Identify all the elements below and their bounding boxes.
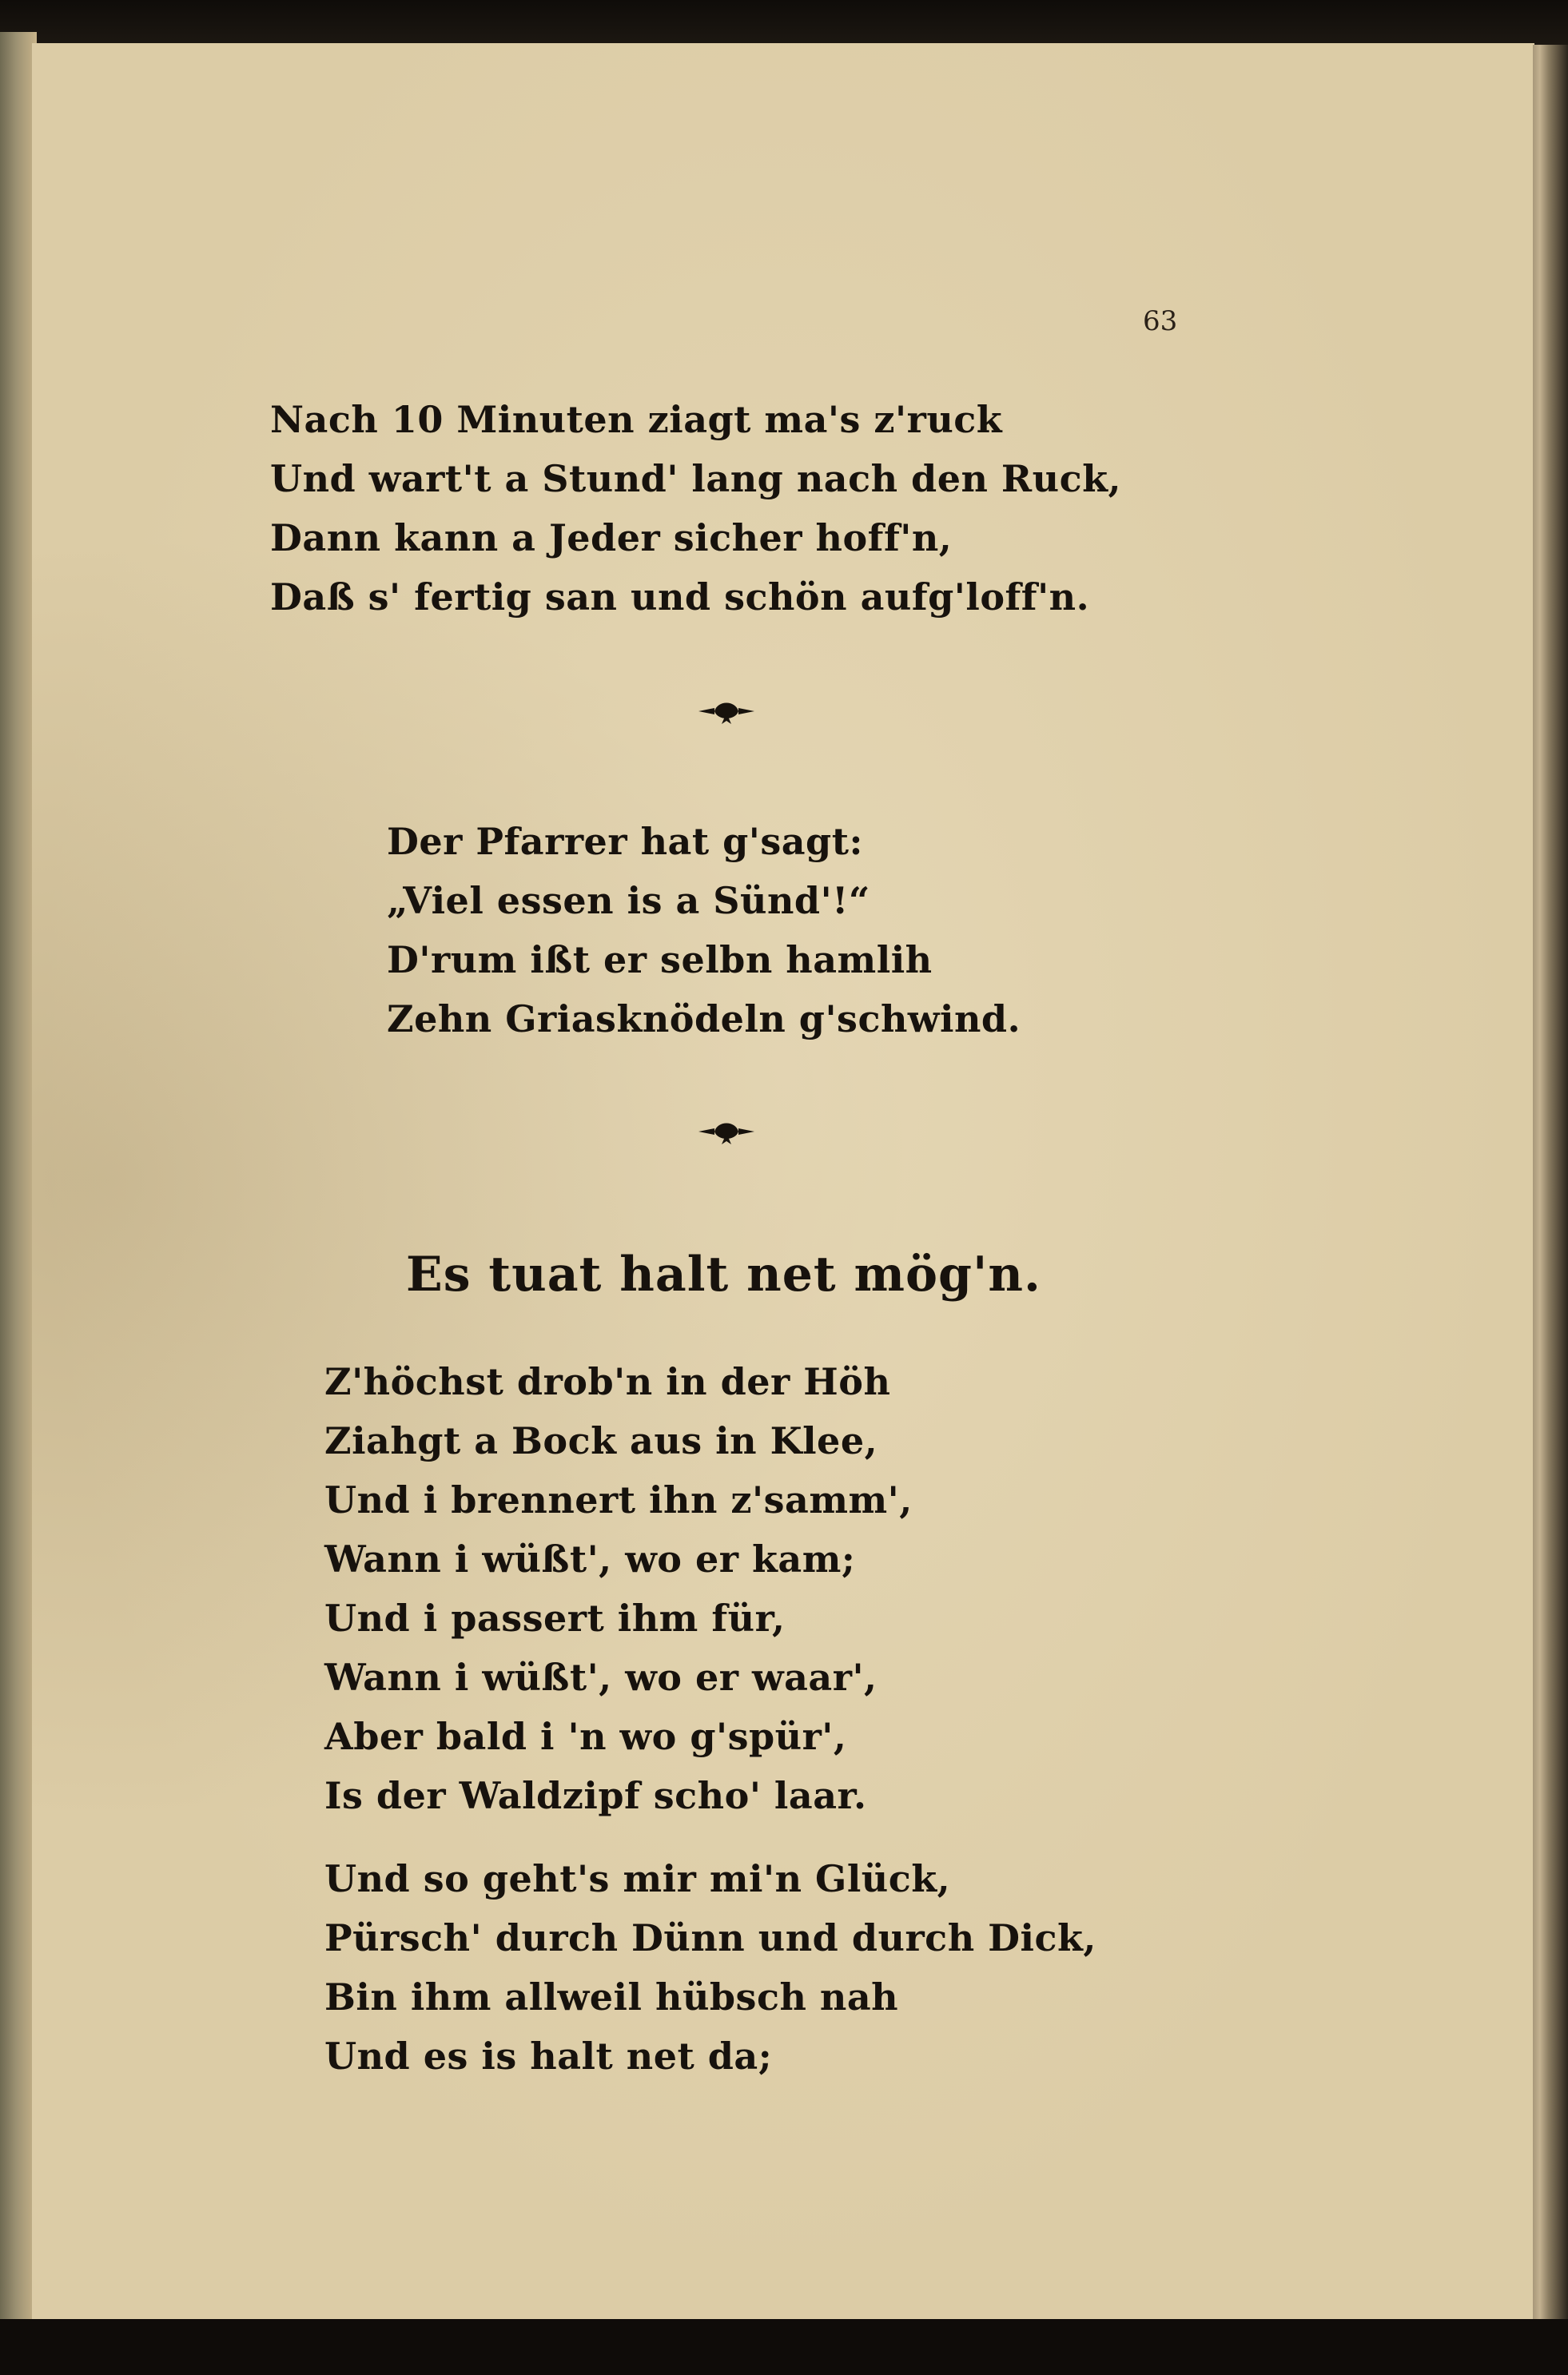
stanza-2-line-1: Der Pfarrer hat g'sagt: bbox=[387, 820, 863, 863]
stanza-3-line-3: Und i brennert ihn z'samm', bbox=[324, 1478, 913, 1522]
stanza-2-line-4: Zehn Griasknödeln g'schwind. bbox=[387, 997, 1021, 1040]
stanza-1-line-2: Und wart't a Stund' lang nach den Ruck, bbox=[270, 457, 1121, 500]
stanza-1-line-1: Nach 10 Minuten ziagt ma's z'ruck bbox=[270, 398, 1003, 441]
stanza-3-line-6: Wann i wüßt', wo er waar', bbox=[324, 1656, 878, 1699]
page-edge-stack bbox=[1533, 45, 1568, 2319]
stanza-4-line-1: Und so geht's mir mi'n Glück, bbox=[324, 1857, 951, 1900]
fleuron-ornament-icon bbox=[697, 1117, 756, 1146]
scan-top-border bbox=[0, 0, 1568, 48]
stanza-1-line-3: Dann kann a Jeder sicher hoff'n, bbox=[270, 516, 953, 559]
page-number: 63 bbox=[1143, 305, 1178, 337]
stanza-3-line-4: Wann i wüßt', wo er kam; bbox=[324, 1538, 856, 1581]
stanza-4-line-4: Und es is halt net da; bbox=[324, 2035, 773, 2078]
stanza-3-line-2: Ziahgt a Bock aus in Klee, bbox=[324, 1419, 878, 1462]
scan-bottom-border bbox=[0, 2319, 1568, 2375]
stanza-4-line-3: Bin ihm allweil hübsch nah bbox=[324, 1975, 899, 2019]
stanza-1-line-4: Daß s' fertig san und schön aufg'loff'n. bbox=[270, 575, 1090, 619]
stanza-4-line-2: Pürsch' durch Dünn und durch Dick, bbox=[324, 1916, 1096, 1959]
stanza-3-line-5: Und i passert ihm für, bbox=[324, 1597, 786, 1640]
stanza-2-line-2: „Viel essen is a Sünd'!“ bbox=[387, 879, 870, 922]
stanza-2-line-3: D'rum ißt er selbn hamlih bbox=[387, 938, 933, 981]
stanza-3-line-7: Aber bald i 'n wo g'spür', bbox=[324, 1715, 847, 1758]
poem-title: Es tuat halt net mög'n. bbox=[406, 1247, 1041, 1303]
fleuron-ornament-icon bbox=[697, 697, 756, 726]
stanza-3-line-1: Z'höchst drob'n in der Höh bbox=[324, 1360, 891, 1403]
stanza-3-line-8: Is der Waldzipf scho' laar. bbox=[324, 1774, 867, 1817]
